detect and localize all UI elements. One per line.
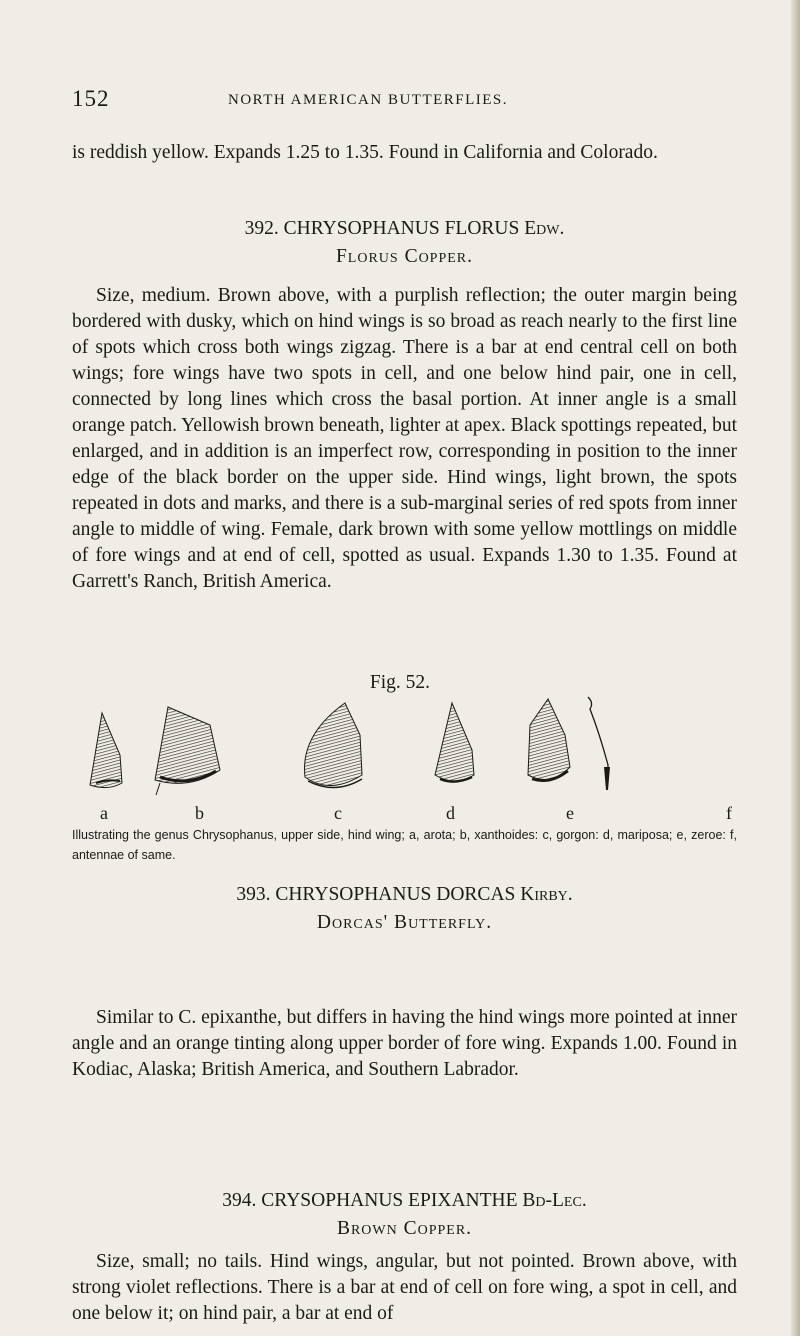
figure-letter-b: b <box>195 803 204 823</box>
paragraph-continuation: is reddish yellow. Expands 1.25 to 1.35. Found in California and Colorado. <box>72 142 658 163</box>
wing-d-illustration <box>435 703 474 782</box>
figure-letter-c: c <box>334 803 342 823</box>
page-edge-shadow <box>791 0 800 1336</box>
species-title: 394. CRYSOPHANUS EPIXANTHE <box>222 1190 518 1211</box>
species-author: Bd-Lec. <box>522 1190 587 1211</box>
paragraph-epixanthe: Size, small; no tails. Hind wings, angular, but not pointed. Brown above, with strong violet reflections. There is a bar at end of cell on fore wing, a spot in cell, and one below it; on hind pair, a bar at end of <box>72 1251 737 1324</box>
figure-letter-e: e <box>566 803 574 823</box>
species-author: Kirby. <box>520 884 573 905</box>
figure-letter-f: f <box>726 803 732 823</box>
figure-wing-illustrations <box>60 695 740 835</box>
page-header <box>0 86 800 116</box>
species-author: Edw. <box>524 218 565 239</box>
common-name-392: Florus Copper. <box>335 246 474 267</box>
wing-a-illustration <box>90 713 122 788</box>
species-title: 393. CHRYSOPHANUS DORCAS <box>236 884 516 905</box>
common-name-394: Brown Copper. <box>336 1218 473 1239</box>
running-head: NORTH AMERICAN BUTTERFLIES. <box>228 92 509 108</box>
figure-letter-a: a <box>100 803 108 823</box>
page-number: 152 <box>72 86 110 111</box>
wing-b-illustration <box>155 707 220 795</box>
wing-e-illustration <box>528 699 570 781</box>
antenna-f-illustration <box>588 697 610 790</box>
species-heading-392 <box>72 218 737 240</box>
paragraph-florus: Size, medium. Brown above, with a purplish reflection; the outer margin being bordered with dusky, which on hind wings is so broad as reach nearly to the first line of spots which cross both wings zigzag. There is a bar at end central cell on both wings; fore wings have two spots in cell, and one below hind pair, one in cell, connected by long lines which cross the basal portion. At inner angle is a small orange patch. Yellowish brown beneath, lighter at apex. Black spottings repeated, but enlarged, and in addition is an imperfect row, corresponding in position to the inner edge of the black border on the upper side. Hind wings, light brown, the spots repeated in dots and marks, and there is a sub-marginal series of red spots from inner angle to middle of wing. Female, dark brown with some yellow mottlings on middle of fore wings and at end of cell, spotted as usual. Expands 1.30 to 1.35. Found at Garrett's Ranch, British America. <box>72 285 737 592</box>
paragraph-dorcas: Similar to C. epixanthe, but differs in having the hind wings more pointed at inner angle and an orange tinting along upper border of fore wing. Expands 1.00. Found in Kodiac, Alaska; British America, and Southern Labrador. <box>72 1007 737 1080</box>
figure-caption: Illustrating the genus Chrysophanus, upper side, hind wing; a, arota; b, xanthoides: c, gorgon: d, mariposa; e, zeroe: f, antennae of same. <box>72 828 737 862</box>
species-heading-393 <box>72 884 737 906</box>
figure-letter-d: d <box>446 803 455 823</box>
figure-label: Fig. 52. <box>369 672 431 693</box>
species-heading-394 <box>72 1190 737 1212</box>
wing-c-illustration <box>305 703 363 788</box>
common-name-393: Dorcas' Butterfly. <box>316 912 493 933</box>
species-title: 392. CHRYSOPHANUS FLORUS <box>244 218 520 239</box>
